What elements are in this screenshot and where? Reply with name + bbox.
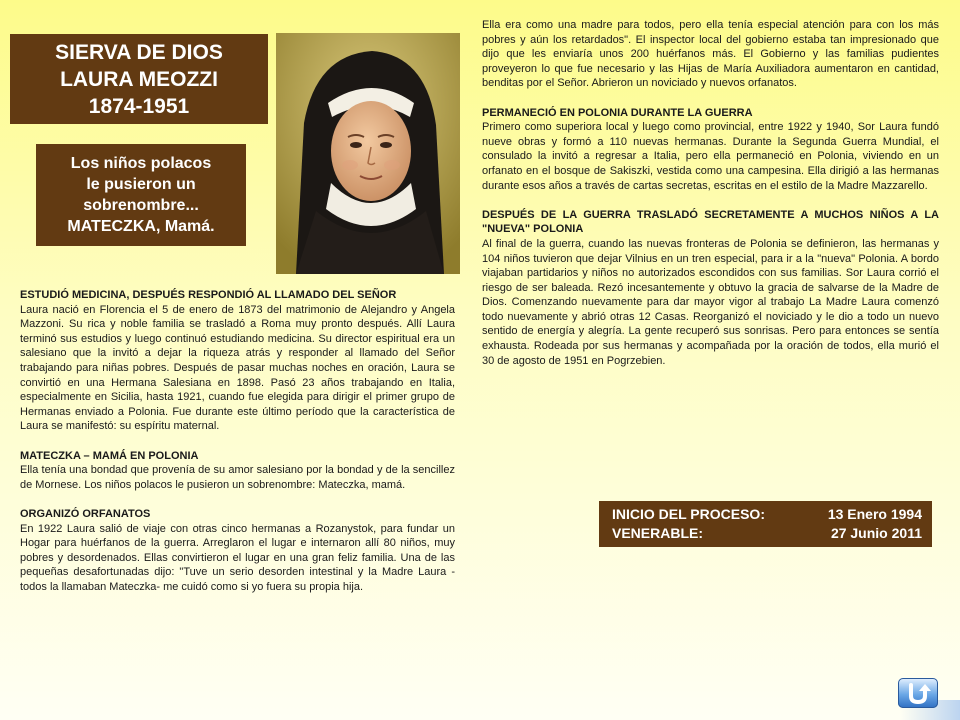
title-line-1: SIERVA DE DIOS <box>55 40 223 64</box>
return-arrow-icon <box>898 678 938 708</box>
venerable-value: 27 Junio 2011 <box>830 525 922 541</box>
process-start-value: 13 Enero 1994 <box>827 506 922 522</box>
section-stayed-during-war <box>482 106 939 194</box>
title-line-3: 1874-1951 <box>88 94 190 118</box>
quote-line-2: le pusieron un <box>86 176 196 193</box>
left-column <box>20 288 455 594</box>
section-body: Laura nació en Florencia el 5 de enero de 1873 del matrimonio de Alejandro y Angela Mazzoni. Su rica y noble familia se trasladó a Roma muy pronto después. Allí Laura terminó sus estudios y luego continuó estudiando medicina. Su director espiritual era un salesiano que la invitó a dejar la riqueza atrás y responder al llamado del Señor trabajando para niñas pobres. Después de pasar muchas noches en oración, Laura se convirtió en una Hermana Salesiana en 1898. Pasó 23 años trabajando en Italia, especialmente en Sicilia, hasta 1921, cuando fue elegida para dirigir el primer grupo de Hermanas enviado a Polonia. Fue durante este último período que la característica de Laura se manifestó: su espíritu maternal. <box>20 303 455 433</box>
venerable-label: VENERABLE: <box>612 525 704 541</box>
section-studied-medicine <box>20 288 455 434</box>
quote-box <box>36 144 246 246</box>
section-heading: ORGANIZÓ ORFANATOS <box>20 507 151 520</box>
title-box <box>10 34 268 124</box>
section-mother-to-all <box>482 18 939 91</box>
section-body: Primero como superiora local y luego como provincial, entre 1922 y 1940, Sor Laura fundó nueve obras y formó a 110 nuevas hermanas. Durante la Segunda Guerra Mundial, el consulado la invitó a regresar a Italia, pero ella permaneció en Polonia, viviendo en un orfanato en el bosque de Sakiszki, vestida como una campesina. Ella dirigió a las hermanas durante esos años a través de cartas secretas, escritas en el estilo de la Madre Mazzarello. <box>482 121 939 192</box>
section-heading: DESPUÉS DE LA GUERRA TRASLADÓ SECRETAMENTE A MUCHOS NIÑOS A LA "NUEVA" POLONIA <box>482 208 939 236</box>
section-after-war <box>482 208 939 369</box>
nun-portrait <box>276 33 460 274</box>
title-line-2: LAURA MEOZZI <box>60 67 218 91</box>
section-heading: PERMANECIÓ EN POLONIA DURANTE LA GUERRA <box>482 106 753 119</box>
right-column <box>482 18 939 368</box>
process-start-label: INICIO DEL PROCESO: <box>612 506 765 522</box>
portrait-illustration <box>276 33 460 274</box>
section-heading: ESTUDIÓ MEDICINA, DESPUÉS RESPONDIÓ AL LLAMADO DEL SEÑOR <box>20 289 397 301</box>
section-mateczka <box>20 449 455 493</box>
return-button[interactable] <box>898 678 938 708</box>
section-heading: MATECZKA – MAMÁ EN POLONIA <box>20 449 199 462</box>
quote-line-1: Los niños polacos <box>70 155 212 172</box>
section-orphanages <box>20 507 455 595</box>
section-body: Ella era como una madre para todos, pero ella tenía especial atención para con los más pobres y aún los retardados". El inspector local del gobierno estaba tan impresionado que dijo que les enviaría unos 200 huérfanos más. El Gobierno y las familias pudientes proveyeron lo que fue necesario y las Hijas de María Auxiliadora aumentaron en cantidad, benditas por el Señor. Abrieron un noviciado y nuevos orfanatos. <box>482 19 939 90</box>
quote-line-3: sobrenombre... <box>83 197 199 214</box>
process-dates-box <box>599 501 932 547</box>
quote-line-4: MATECZKA, Mamá. <box>67 218 215 235</box>
section-body: Ella tenía una bondad que provenía de su amor salesiano por la bondad y de la sencillez de Mornese. Los niños polacos le pusieron un sobrenombre: Mateczka, mamá. <box>20 464 455 491</box>
section-body: Al final de la guerra, cuando las nuevas fronteras de Polonia se definieron, las hermanas y 104 niños tuvieron que dejar Vilnius en un tren especial, para ir a la "nueva" Polonia. A bordo viajaban partidarios y niños no autorizados escondidos con sus familias. Sor Laura corrió el riesgo de ser baleada. Rezó incesantemente y obtuvo la gracia de salvarse de la Madre de Dios. Comenzando nuevamente para dar mayor vigor al trabajo La Madre Laura comenzó todo nuevamente y abrió otras 12 Casas. Reorganizó el noviciado y le dio a todo un nuevo sentido de energía y alegría. La gente recuperó sus sonrisas. Pero para entonces se sentía exhausta. Rodeada por sus hermanas y acompañada por la oración de todos, ella murió el 30 de agosto de 1951 en Pogrzebien. <box>482 237 939 367</box>
section-body: En 1922 Laura salió de viaje con otras cinco hermanas a Rozanystok, para fundar un Hogar para huérfanos de la guerra. Arreglaron el lugar e internaron allí 80 niños, muy pobres y desordenados. Ellas convirtieron el lugar en una gran feliz familia. Una de las pequeñas desafortunadas dijo: "Tuve un serio desorden intestinal y la Madre Laura -todos la llamaban Mateczka- me cuidó como si yo fuera su propia hija. <box>20 522 455 593</box>
